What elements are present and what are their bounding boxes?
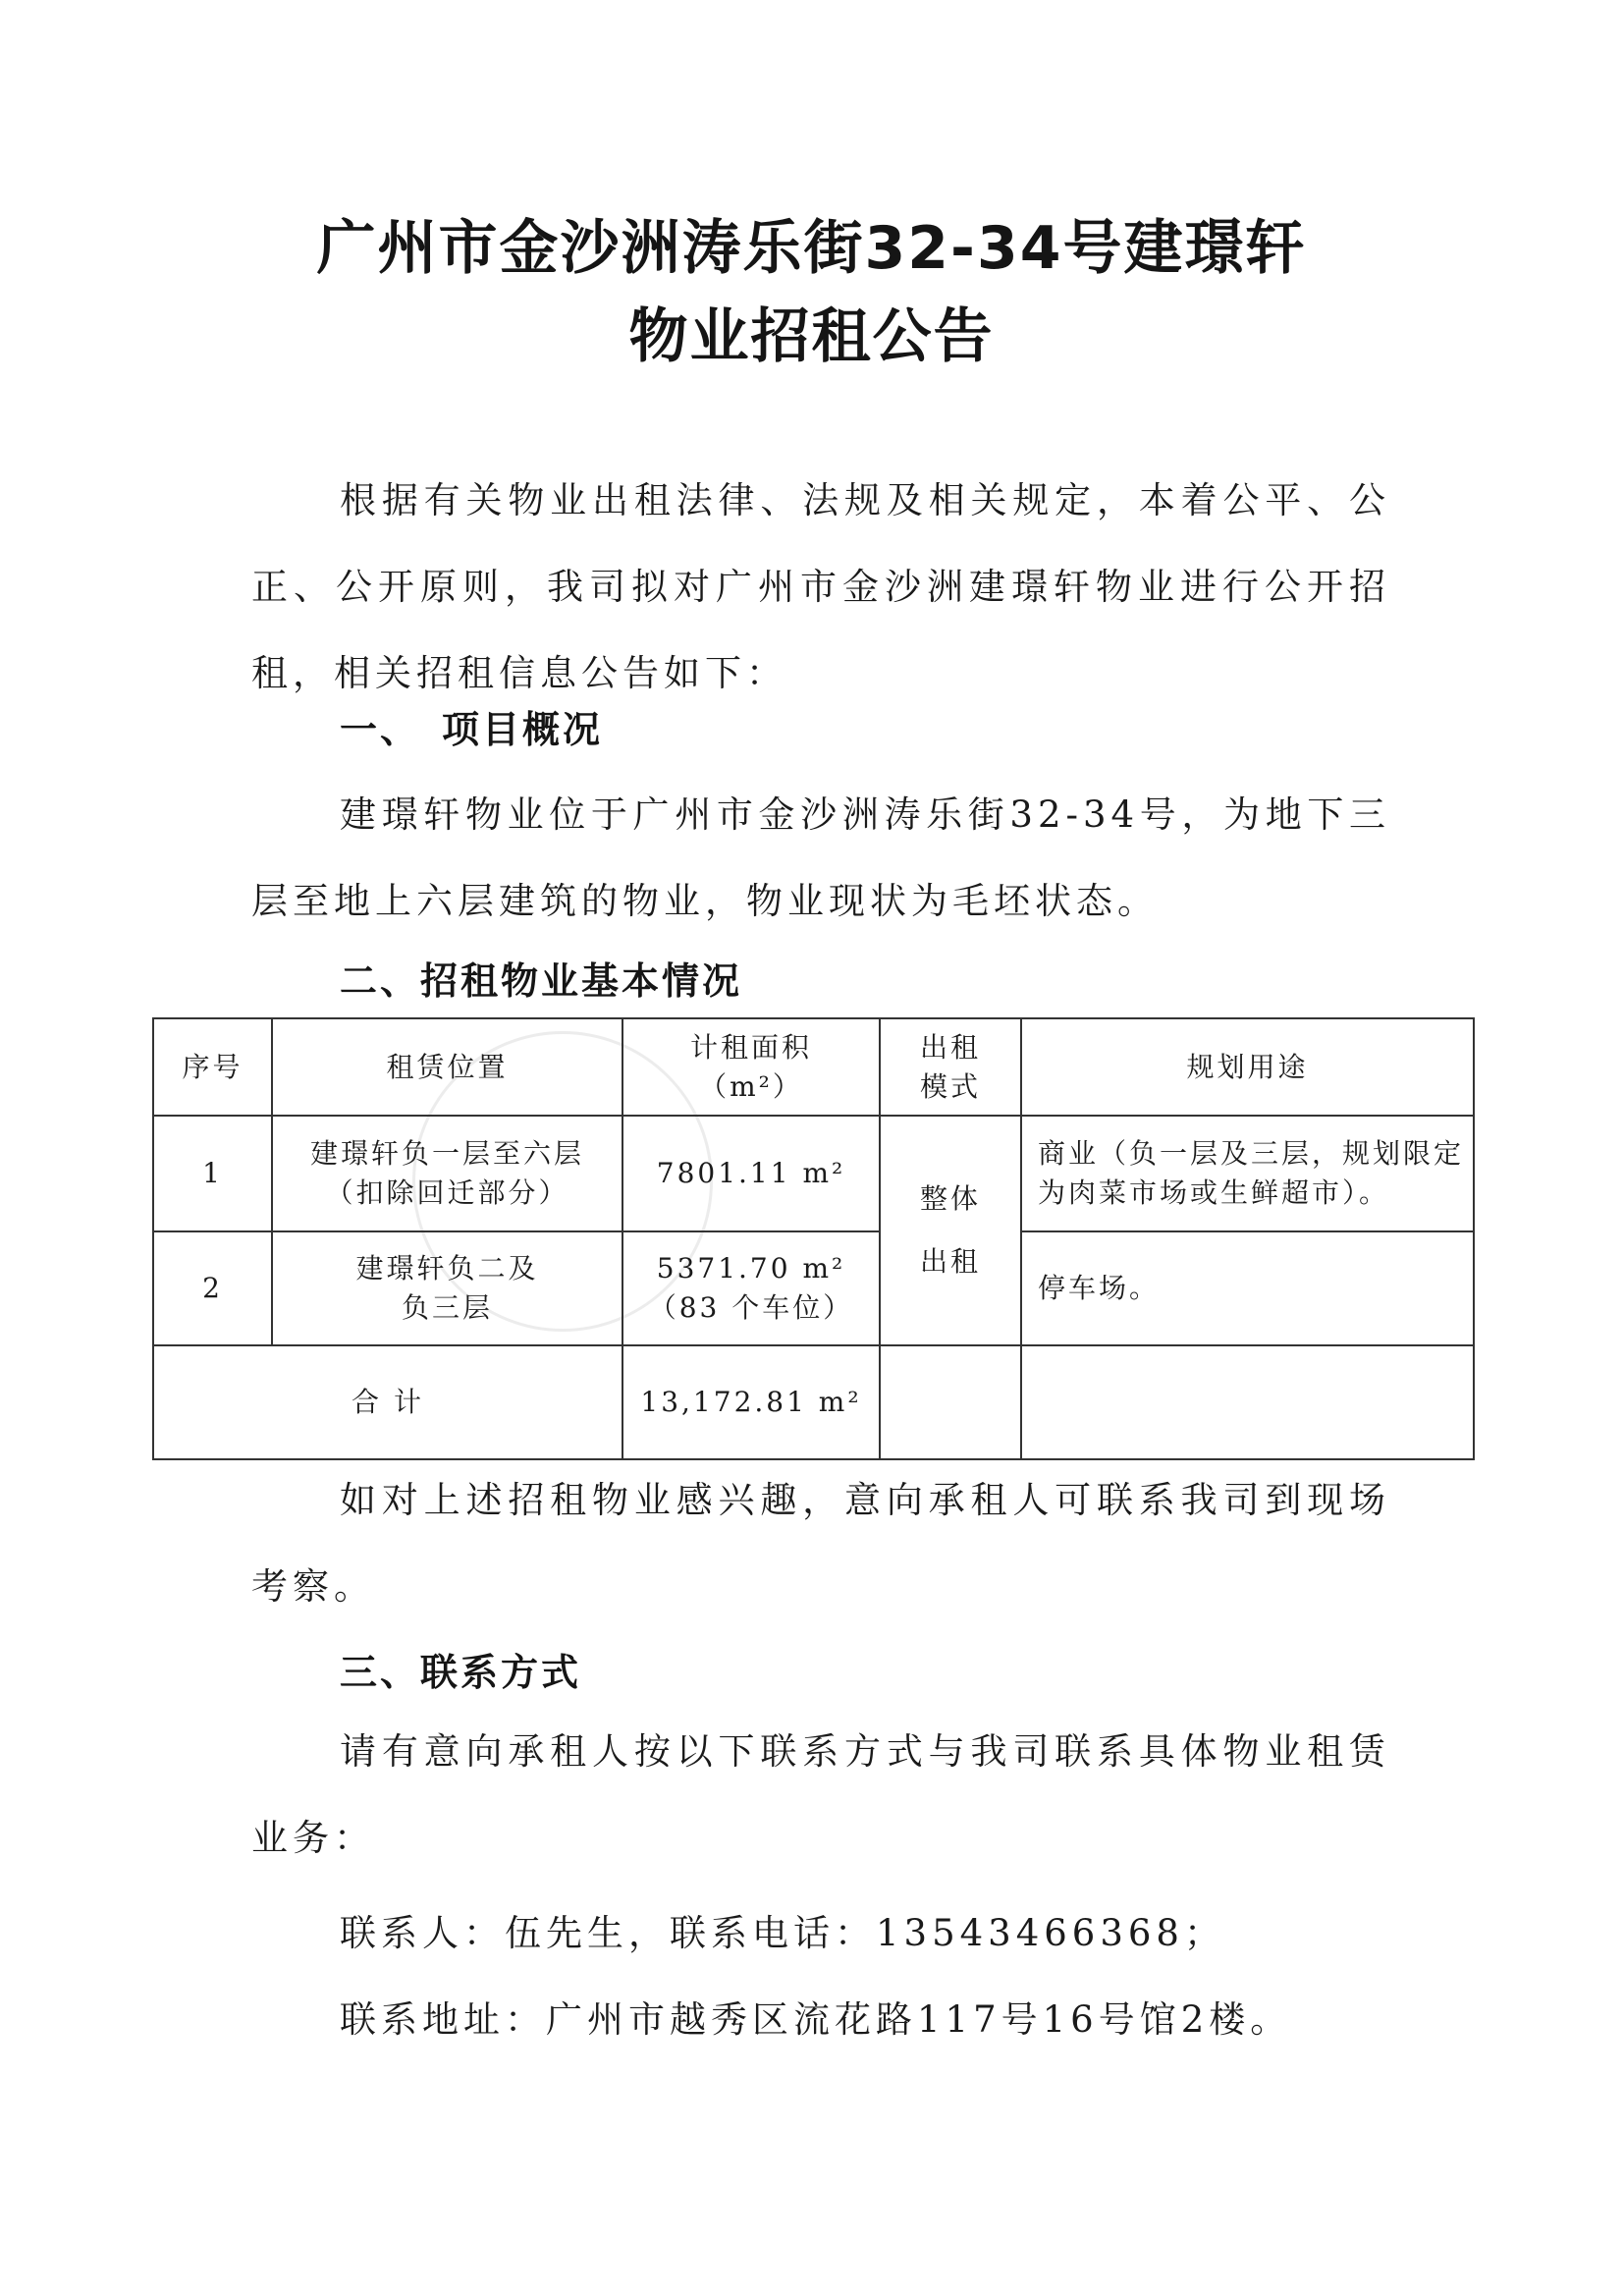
header-area-line2: （m²） — [699, 1069, 803, 1103]
table-row — [153, 1231, 1474, 1345]
header-mode — [880, 1018, 1021, 1116]
row1-no: 1 — [153, 1116, 272, 1231]
total-label: 合 计 — [153, 1345, 622, 1459]
row1-location-line2: （扣除回迁部分） — [325, 1176, 569, 1209]
rent-mode-line2: 出租 — [919, 1245, 981, 1278]
row2-location — [272, 1231, 622, 1345]
header-mode-line2: 模式 — [919, 1069, 981, 1103]
page-title-line2: 物业招租公告 — [628, 302, 995, 371]
row1-location — [272, 1116, 622, 1231]
header-area — [622, 1018, 880, 1116]
total-mode-empty — [880, 1345, 1021, 1459]
header-area-line1: 计租面积 — [689, 1030, 812, 1064]
rent-mode-cell — [880, 1116, 1021, 1345]
row2-location-line1: 建璟轩负二及 — [355, 1252, 539, 1285]
intro-paragraph: 根据有关物业出租法律、法规及相关规定，本着公平、公正、公开原则，我司拟对广州市金沙洲建璟轩物业进行公开招租，相关招租信息公告如下： — [251, 479, 1390, 694]
row2-area-line1: 5371.70 m² — [656, 1252, 846, 1285]
row2-location-line2: 负三层 — [401, 1291, 493, 1324]
section3-heading: 三、联系方式 — [340, 1651, 582, 1694]
row2-no: 2 — [153, 1231, 272, 1345]
section3-body: 请有意向承租人按以下联系方式与我司联系具体物业租赁业务： — [251, 1730, 1390, 1859]
rental-table — [152, 1017, 1475, 1460]
section2-after-paragraph: 如对上述招租物业感兴趣，意向承租人可联系我司到现场考察。 — [251, 1479, 1390, 1608]
row2-area — [622, 1231, 880, 1345]
rent-mode-line1: 整体 — [919, 1182, 981, 1215]
contact-person-line: 联系人：伍先生，联系电话：13543466368； — [340, 1912, 1225, 1954]
total-area: 13,172.81 m² — [622, 1345, 880, 1459]
row1-usage: 商业（负一层及三层，规划限定为肉菜市场或生鲜超市）。 — [1021, 1116, 1474, 1231]
header-usage: 规划用途 — [1021, 1018, 1474, 1116]
header-mode-line1: 出租 — [919, 1030, 981, 1064]
table-row — [153, 1116, 1474, 1231]
header-location: 租赁位置 — [272, 1018, 622, 1116]
contact-address-line: 联系地址：广州市越秀区流花路117号16号馆2楼。 — [340, 1998, 1292, 2041]
row2-area-line2: （83 个车位） — [648, 1291, 854, 1324]
header-no: 序号 — [153, 1018, 272, 1116]
table-total-row — [153, 1345, 1474, 1459]
table-header-row — [153, 1018, 1474, 1116]
section2-heading: 二、招租物业基本情况 — [340, 959, 743, 1003]
section1-body: 建璟轩物业位于广州市金沙洲涛乐街32-34号，为地下三层至地上六层建筑的物业，物业现状为毛坯状态。 — [251, 793, 1390, 922]
section1-heading: 一、 项目概况 — [340, 708, 604, 751]
row1-location-line1: 建璟轩负一层至六层 — [309, 1137, 584, 1170]
page-title-line1: 广州市金沙洲涛乐街32-34号建璟轩 — [316, 214, 1307, 283]
total-usage-empty — [1021, 1345, 1474, 1459]
row2-usage: 停车场。 — [1021, 1231, 1474, 1345]
row1-area: 7801.11 m² — [622, 1116, 880, 1231]
